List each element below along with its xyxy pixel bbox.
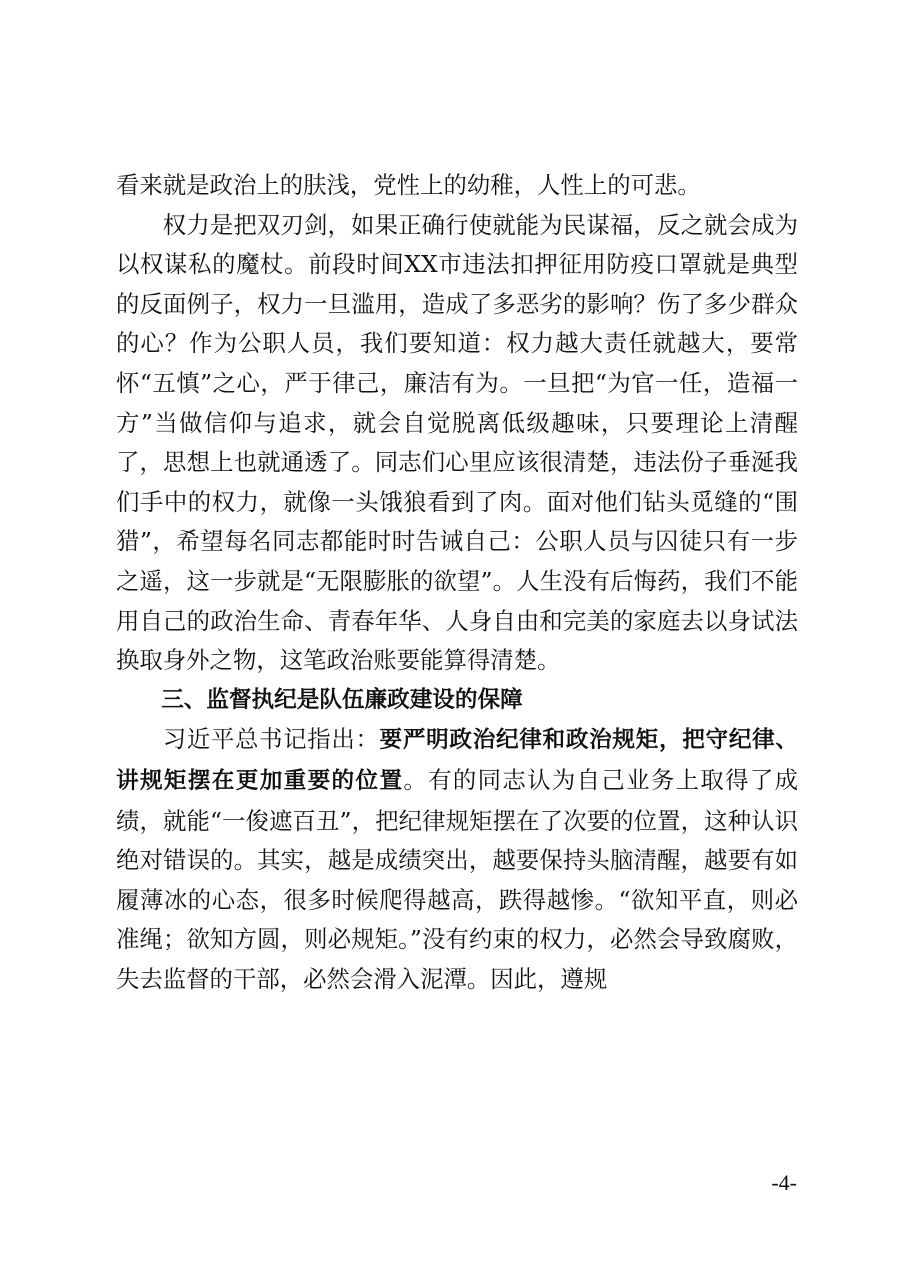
paragraph-lead: 习近平总书记指出： [162,725,380,754]
body-text [116,166,798,999]
paragraph-supervision [116,720,798,999]
emphasis-quote: 要严明政治纪律和政治规矩，把守纪律、讲规矩摆在更加重要的位置 [116,727,799,794]
paragraph-continuation: 看来就是政治上的肤浅，党性上的幼稚，人性上的可悲。 [116,171,701,199]
paragraph-power: 权力是把双刃剑，如果正确行使就能为民谋福，反之就会成为以权谋私的魔杖。前段时间XX市违法扣押征用防疫口罩就是典型的反面例子，权力一旦滥用，造成了多恶劣的影响？伤了多少群众的心？作为公职人员，我们要知道：权力越大责任就越大，要常怀“五慎”之心，严于律己，廉洁有为。一旦把“为官一任，造福一方”当做信仰与追求，就会自觉脱离低级趣味，只要理论上清醒了，思想上也就通透了。同志们心里应该很清楚，违法份子垂涎我们手中的权力，就像一头饿狼看到了肉。面对他们钻头觅缝的“围猎”，希望每名同志都能时时告诫自己：公职人员与囚徒只有一步之遥，这一步就是“无限膨胀的欲望”。人生没有后悔药，我们不能用自己的政治生命、青春年华、人身自由和完美的家庭去以身试法换取身外之物，这笔政治账要能算得清楚。 [116,210,798,675]
paragraph-rest: 。有的同志认为自己业务上取得了成绩，就能“一俊遮百丑”，把纪律规矩摆在了次要的位置，这种认识绝对错误的。其实，越是成绩突出，越要保持头脑清醒，越要有如履薄冰的心态，很多时候爬得越高，跌得越惨。“欲知平直，则必准绳；欲知方圆，则必规矩。”没有约束的权力，必然会导致腐败，失去监督的干部，必然会滑入泥潭。因此，遵规 [116,765,799,993]
section-heading: 三、监督执纪是队伍廉政建设的保障 [161,686,523,713]
page-number: -4- [771,1170,797,1195]
